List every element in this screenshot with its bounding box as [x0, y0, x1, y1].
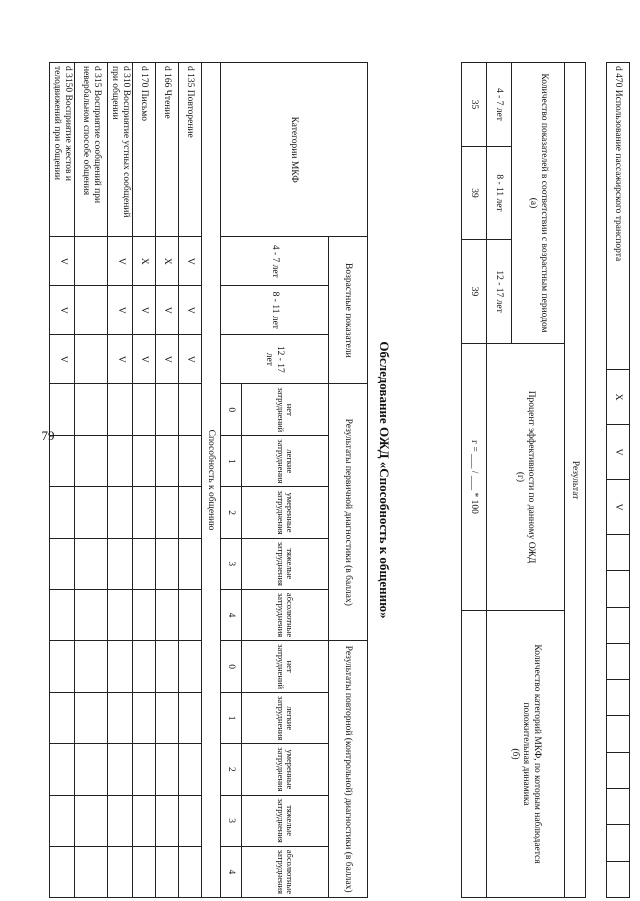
age-cell: V	[156, 286, 179, 335]
score-cell	[179, 384, 202, 436]
table-row	[156, 63, 179, 898]
table-row	[50, 63, 75, 898]
col-age-header: Возрастные показатели	[329, 237, 368, 384]
score-cell	[50, 436, 75, 487]
result-title: Результат	[565, 63, 586, 898]
empty-cell	[607, 752, 630, 788]
severity-label: умеренные затруднения	[242, 744, 329, 795]
score-cell	[50, 589, 75, 640]
age-cell: X	[156, 237, 179, 286]
age-cell	[75, 237, 108, 286]
severity-label: тяжелые затруднения	[242, 538, 329, 589]
score-cell	[133, 641, 156, 693]
age-group: 4 - 7 лет	[221, 237, 329, 286]
category-label: d 166 Чтение	[156, 63, 179, 237]
table-row	[565, 63, 586, 898]
category-label: d 135 Повторение	[179, 63, 202, 237]
empty-cell	[607, 643, 630, 679]
age-cell: V	[179, 335, 202, 384]
score-label: 4	[221, 846, 242, 897]
table-row	[462, 63, 487, 898]
score-cell	[75, 641, 108, 693]
score-cell	[50, 744, 75, 795]
col-a-sub: (а)	[528, 197, 538, 209]
score-cell	[108, 693, 133, 744]
empty-cell	[607, 716, 630, 752]
category-label: d 310 Восприятие устных сообщений при общении	[108, 63, 133, 237]
score-cell	[133, 538, 156, 589]
empty-cell	[607, 825, 630, 861]
formula: г = ___ / ___ * 100	[462, 344, 487, 611]
col-g-sub: (г)	[515, 471, 526, 483]
score-cell	[179, 487, 202, 538]
age-cell	[75, 286, 108, 335]
score-cell	[50, 846, 75, 897]
score-cell	[108, 795, 133, 846]
score-cell	[108, 641, 133, 693]
score-cell	[133, 846, 156, 897]
col-repeat-header: Результаты повторной (контрольной) диагностики (в баллах)	[329, 641, 368, 898]
age-cell: V	[50, 237, 75, 286]
severity-label: абсолютные затруднения	[242, 589, 329, 640]
score-cell	[156, 795, 179, 846]
col-b-value	[462, 611, 487, 898]
age-cell: V	[133, 286, 156, 335]
age-cell: V	[50, 286, 75, 335]
rotated-document-content	[52, 62, 630, 898]
age-cell: X	[607, 370, 630, 425]
age-cell: V	[179, 286, 202, 335]
result-table	[461, 62, 586, 898]
score-cell	[156, 744, 179, 795]
score-cell	[133, 487, 156, 538]
score-cell	[133, 384, 156, 436]
score-cell	[75, 384, 108, 436]
score-cell	[179, 538, 202, 589]
category-label: d 170 Письмо	[133, 63, 156, 237]
table-row	[133, 63, 156, 898]
page-number: 79	[41, 428, 55, 443]
score-cell	[179, 641, 202, 693]
col-b-sub: (б)	[510, 748, 521, 760]
table-row	[607, 63, 630, 898]
empty-cell	[607, 789, 630, 825]
age-cell: V	[108, 286, 133, 335]
table-row	[202, 63, 221, 898]
age-cell: V	[179, 237, 202, 286]
score-cell	[156, 641, 179, 693]
table-row	[329, 63, 368, 898]
score-cell	[179, 846, 202, 897]
col-a-header-text: Количество показателей в соответствии с возрастным периодом	[538, 73, 549, 333]
result-value: 39	[462, 240, 487, 344]
col-a-header	[512, 63, 565, 344]
age-cell: V	[50, 335, 75, 384]
score-cell	[75, 589, 108, 640]
score-cell	[133, 693, 156, 744]
score-cell	[179, 693, 202, 744]
score-cell	[75, 436, 108, 487]
score-label: 4	[221, 589, 242, 640]
score-cell	[75, 693, 108, 744]
age-group: 12 - 17 лет	[221, 335, 329, 384]
score-label: 3	[221, 795, 242, 846]
score-cell	[108, 487, 133, 538]
empty-cell	[607, 535, 630, 571]
score-cell	[75, 795, 108, 846]
score-cell	[133, 589, 156, 640]
score-cell	[156, 538, 179, 589]
category-label: d 3150 Восприятие жестов и телодвижений при общении	[50, 63, 75, 237]
category-label: d 470 Использование пассажирского транспорта	[607, 63, 630, 370]
transport-row-table	[606, 62, 630, 898]
age-group: 4 - 7 лет	[487, 63, 512, 147]
age-cell: V	[156, 335, 179, 384]
score-cell	[133, 795, 156, 846]
severity-label: умеренные затруднения	[242, 487, 329, 538]
score-cell	[133, 744, 156, 795]
score-cell	[133, 436, 156, 487]
score-cell	[50, 538, 75, 589]
result-value: 35	[462, 63, 487, 147]
score-cell	[179, 436, 202, 487]
age-cell: V	[108, 335, 133, 384]
score-cell	[179, 744, 202, 795]
score-cell	[75, 744, 108, 795]
group-title: Способность к общению	[202, 63, 221, 898]
score-cell	[50, 487, 75, 538]
score-cell	[75, 538, 108, 589]
empty-cell	[607, 607, 630, 643]
table-row	[108, 63, 133, 898]
table-row	[179, 63, 202, 898]
age-cell: V	[133, 335, 156, 384]
score-label: 3	[221, 538, 242, 589]
section-title: Обследование ОЖД «Способность к общению»	[377, 341, 392, 619]
score-label: 0	[221, 641, 242, 693]
score-cell	[50, 641, 75, 693]
severity-label: тяжелые затруднения	[242, 795, 329, 846]
table-row	[512, 63, 565, 898]
age-group: 8 - 11 лет	[221, 286, 329, 335]
age-cell: V	[607, 425, 630, 480]
category-label: d 315 Восприятие сообщений при невербальном способе общения	[75, 63, 108, 237]
result-value: 39	[462, 146, 487, 239]
score-label: 2	[221, 744, 242, 795]
score-cell	[50, 384, 75, 436]
score-cell	[108, 384, 133, 436]
score-label: 1	[221, 436, 242, 487]
severity-label: легкие затруднения	[242, 693, 329, 744]
severity-label: абсолютные затруднения	[242, 846, 329, 897]
score-cell	[179, 795, 202, 846]
communication-table	[49, 62, 368, 898]
severity-label: легкие затруднения	[242, 436, 329, 487]
col-g-header	[487, 344, 565, 611]
score-label: 1	[221, 693, 242, 744]
severity-label: нет затруднений	[242, 641, 329, 693]
col-g-header-text: Процент эффективности по данному ОЖД	[526, 390, 537, 564]
empty-cell	[607, 571, 630, 607]
score-cell	[108, 846, 133, 897]
col-category-header: Категории МКФ	[221, 63, 368, 237]
severity-label: нет затруднений	[242, 384, 329, 436]
score-cell	[179, 589, 202, 640]
score-cell	[50, 795, 75, 846]
score-cell	[156, 846, 179, 897]
score-cell	[156, 589, 179, 640]
age-cell: V	[108, 237, 133, 286]
score-cell	[108, 744, 133, 795]
age-cell	[75, 335, 108, 384]
age-group: 12 - 17 лет	[487, 240, 512, 344]
age-cell: V	[607, 480, 630, 535]
score-cell	[156, 487, 179, 538]
score-label: 0	[221, 384, 242, 436]
col-b-header-text: Количество категорий МКФ, по которым наблюдается положительная динамика	[520, 644, 542, 864]
score-cell	[156, 436, 179, 487]
table-row	[75, 63, 108, 898]
score-cell	[75, 846, 108, 897]
col-primary-header: Результаты первичной диагностики (в баллах)	[329, 384, 368, 641]
score-cell	[108, 436, 133, 487]
empty-cell	[607, 861, 630, 897]
age-group: 8 - 11 лет	[487, 146, 512, 239]
score-cell	[108, 589, 133, 640]
empty-cell	[607, 680, 630, 716]
age-cell: X	[133, 237, 156, 286]
score-cell	[156, 693, 179, 744]
score-cell	[75, 487, 108, 538]
col-b-header	[487, 611, 565, 898]
score-cell	[108, 538, 133, 589]
score-cell	[156, 384, 179, 436]
score-cell	[50, 693, 75, 744]
score-label: 2	[221, 487, 242, 538]
